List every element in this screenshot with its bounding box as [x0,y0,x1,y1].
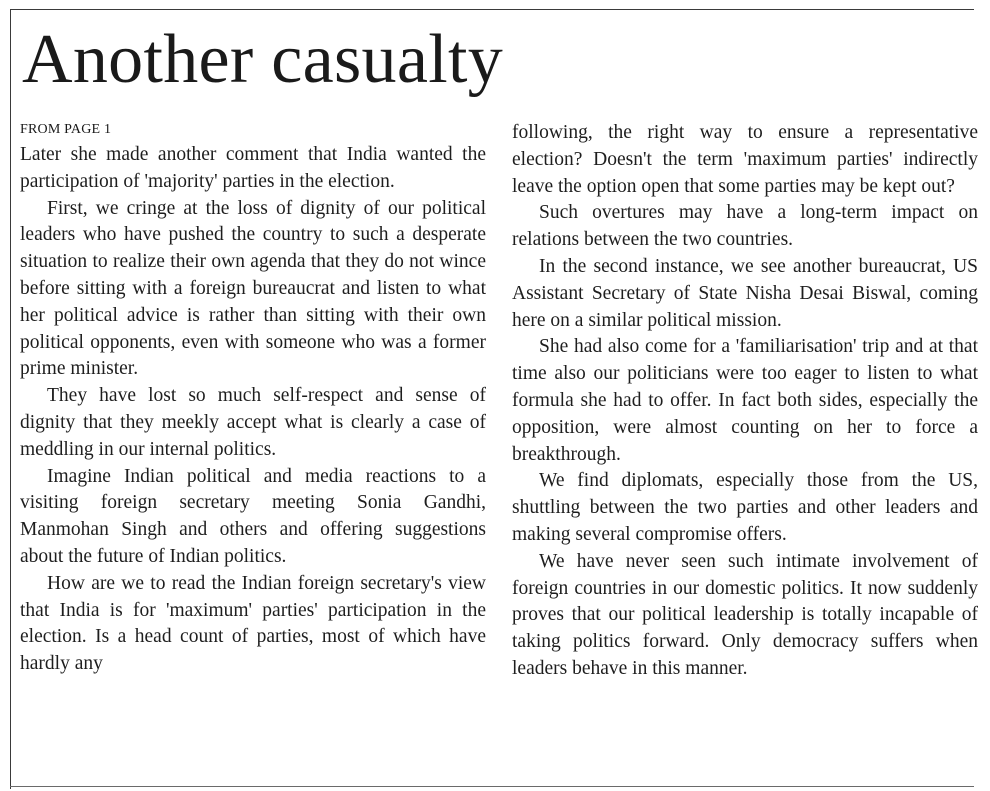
paragraph: In the second instance, we see another bureaucrat, US Assistant Secretary of State Nisha Desai Biswal, coming here on a similar political mission. [512,255,978,331]
paragraph: Later she made another comment that India wanted the participation of 'majority' parties in the election. [20,144,486,192]
bottom-rule [10,786,974,787]
paragraph: following, the right way to ensure a representative election? Doesn't the term 'maximum parties' indirectly leave the option open that some parties may be kept out? [512,122,978,197]
paragraph: Such overtures may have a long-term impact on relations between the two countries. [512,202,978,251]
paragraph: We have never seen such intimate involvement of foreign countries in our domestic politics. It now suddenly proves that our political leadership is totally incapable of taking politics forward. Only democracy suffers when leaders behave in this manner. [512,550,978,679]
top-rule [10,9,974,10]
continued-from-label: FROM PAGE 1 [20,122,112,137]
paragraph: Imagine Indian political and media reactions to a visiting foreign secretary meeting Sonia Gandhi, Manmohan Singh and others and offering suggestions about the future of Indian politics. [20,465,486,567]
paragraph: They have lost so much self-respect and sense of dignity that they meekly accept what is clearly a case of meddling in our internal politics. [20,385,486,460]
left-rule [10,9,11,789]
paragraph: First, we cringe at the loss of dignity of our political leaders who have pushed the country to such a desperate situation to realize their own agenda that they do not wince before sitting with a foreign bureaucrat and listen to what her political advice is rather than sitting with their own political opponents, even with someone who was a former prime minister. [20,197,486,380]
paragraph: How are we to read the Indian foreign secretary's view that India is for 'maximum' parties' participation in the election. Is a head count of parties, most of which have hardly any [20,572,486,675]
paragraph: We find diplomats, especially those from the US, shuttling between the two parties and other leaders and making several compromise offers. [512,470,978,545]
paragraph: She had also come for a 'familiarisation' trip and at that time also our politicians were too eager to listen to what formula she had to offer. In fact both sides, especially the opposition, were almost counting on her to force a breakthrough. [512,336,978,465]
article-column-right [512,120,978,683]
article-column-left [20,142,486,678]
headline: Another casualty [22,21,504,98]
